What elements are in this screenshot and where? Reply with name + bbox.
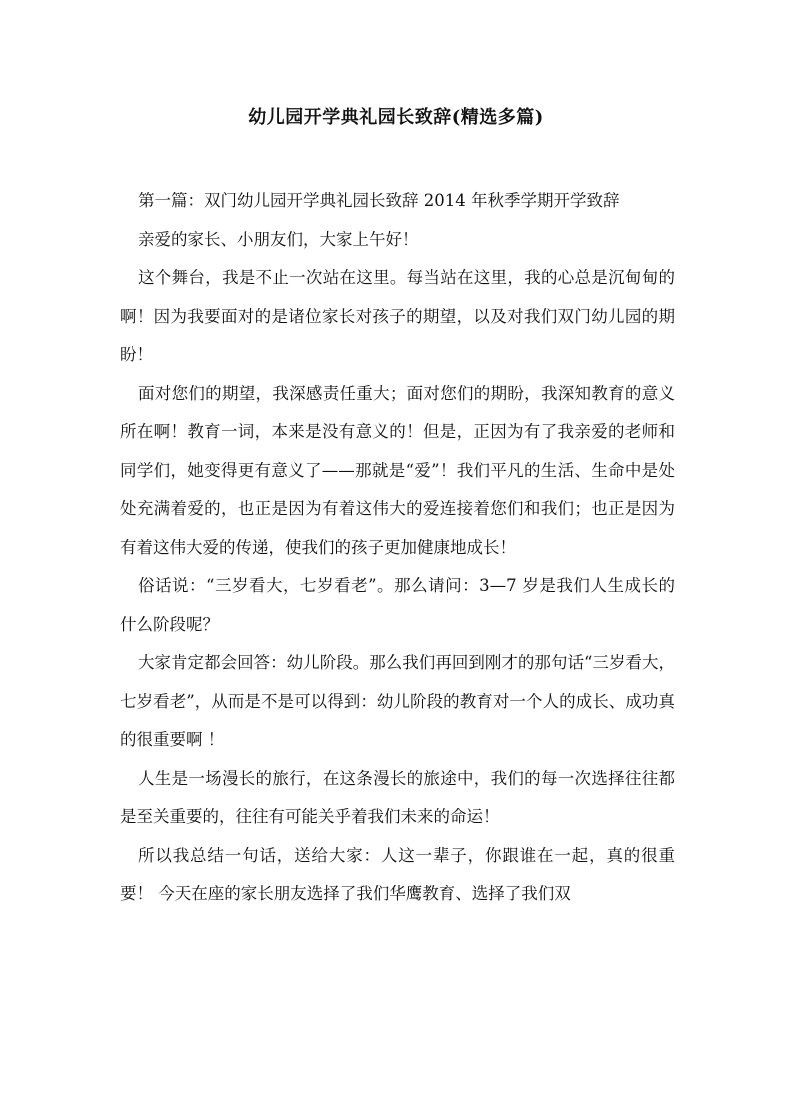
paragraph-1: 第一篇：双门幼儿园开学典礼园长致辞 2014 年秋季学期开学致辞 xyxy=(138,191,620,210)
paragraph-4: 面对您们的期望，我深感责任重大；面对您们的期盼，我深知教育的意义所在啊！教育一词，本来是没有意义的！但是，正因为有了我亲爱的老师和同学们，她变得更有意义了——那就是“爱”！我们平凡的生活、生命中是处处充满着爱的，也正是因为有着这伟大的爱连接着您们和我们；也正是因为有着这伟大爱的传递，使我们的孩子更加健康地成长！ xyxy=(120,383,675,557)
document-body xyxy=(120,182,675,914)
paragraph-3: 这个舞台，我是不止一次站在这里。每当站在这里，我的心总是沉甸甸的啊！因为我要面对的是诸位家长对孩子的期望，以及对我们双门幼儿园的期盼！ xyxy=(120,268,675,364)
paragraph-6: 大家肯定都会回答：幼儿阶段。那么我们再回到刚才的那句话“三岁看大，七岁看老”，从而是不是可以得到：幼儿阶段的教育对一个人的成长、成功真的很重要啊 ！ xyxy=(120,653,675,749)
paragraph-2: 亲爱的家长、小朋友们，大家上午好！ xyxy=(138,229,419,249)
paragraph-5: 俗话说：“三岁看大，七岁看老”。那么请问：3—7 岁是我们人生成长的什么阶段呢？ xyxy=(120,576,675,634)
document-title: 幼儿园开学典礼园长致辞(精选多篇) xyxy=(248,107,544,128)
paragraph-7: 人生是一场漫长的旅行，在这条漫长的旅途中，我们的每一次选择往往都是至关重要的，往往有可能关乎着我们未来的命运！ xyxy=(120,768,675,826)
paragraph-8: 所以我总结一句话，送给大家：人这一辈子，你跟谁在一起，真的很重要！ 今天在座的家长朋友选择了我们华鹰教育、选择了我们双 xyxy=(120,845,675,903)
